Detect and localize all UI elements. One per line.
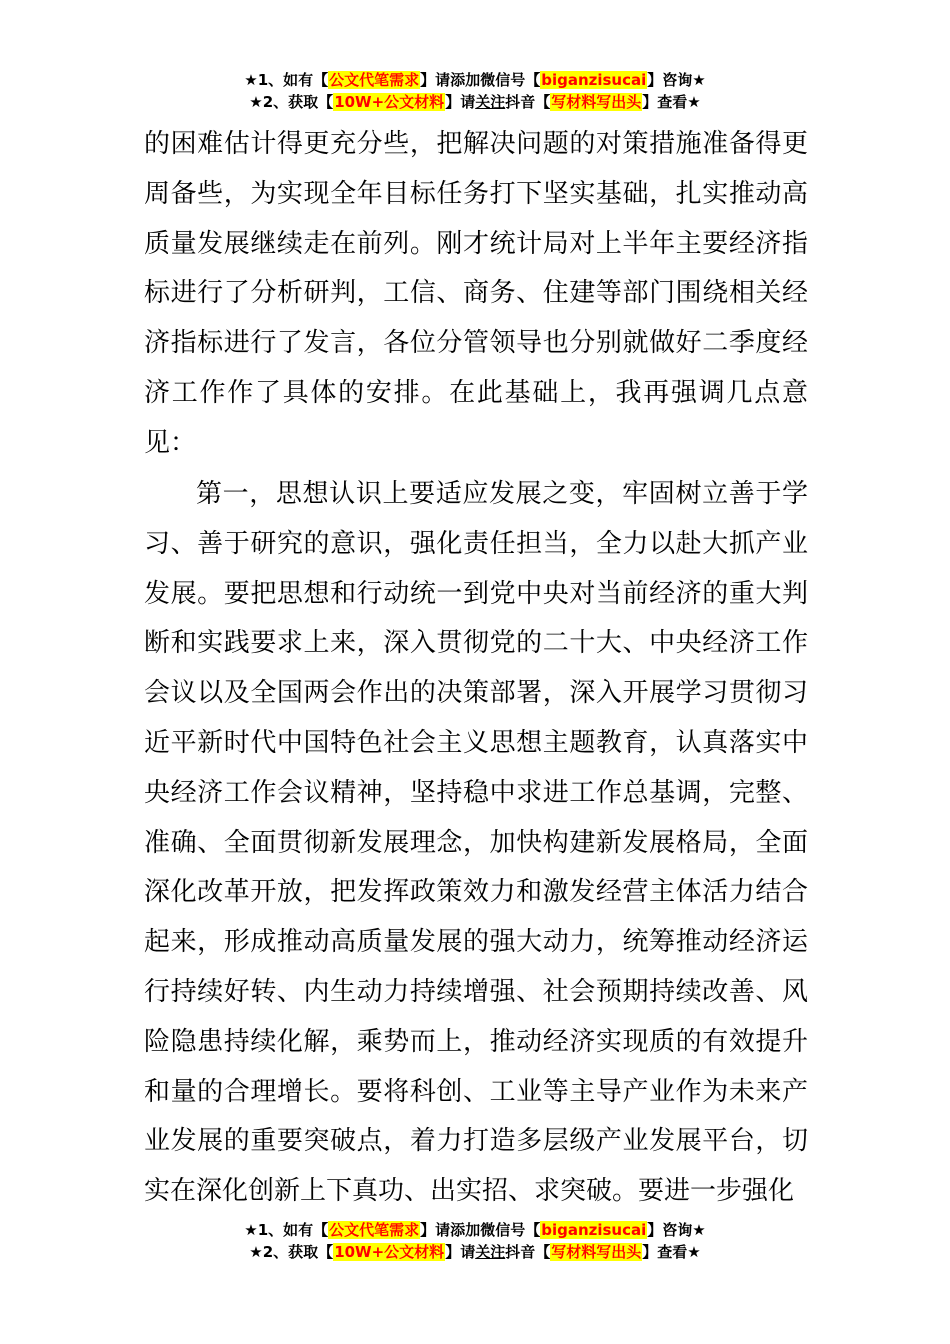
banner-line-1 (0, 69, 950, 91)
banner-line-1 (0, 1219, 950, 1241)
banner-text: 】请 (445, 93, 476, 111)
highlight-materials: 10W+公文材料 (334, 93, 445, 111)
header-banner (0, 69, 950, 113)
highlight-wechat-id: biganzisucai (541, 1221, 647, 1239)
banner-text: ★1、如有【 (244, 71, 329, 89)
body-paragraph-2: 第一，思想认识上要适应发展之变，牢固树立善于学习、善于研究的意识，强化责任担当，全力以赴大抓产业发展。要把思想和行动统一到党中央对当前经济的重大判断和实践要求上来，深入贯彻党的二十大、中央经济工作会议以及全国两会作出的决策部署，深入开展学习贯彻习近平新时代中国特色社会主义思想主题教育，认真落实中央经济工作会议精神，坚持稳中求进工作总基调，完整、准确、全面贯彻新发展理念，加快构建新发展格局，全面深化改革开放，把发挥政策效力和激发经营主体活力结合起来，形成推动高质量发展的强大动力，统筹推动经济运行持续好转、内生动力持续增强、社会预期持续改善、风险隐患持续化解，乘势而上，推动经济实现质的有效提升和量的合理增长。要将科创、工业等主导产业作为未来产业发展的重要突破点，着力打造多层级产业发展平台，切实在深化创新上下真功、出实招、求突破。要进一步强化 (144, 479, 808, 1207)
highlight-service: 公文代笔需求 (329, 1221, 420, 1239)
highlight-wechat-id: biganzisucai (541, 71, 647, 89)
banner-line-2 (0, 91, 950, 113)
banner-text: 】咨询★ (647, 71, 706, 89)
banner-text: 】查看★ (642, 93, 701, 111)
banner-text: 关注 (475, 93, 506, 111)
banner-text: 关注 (475, 1243, 506, 1261)
banner-text: 微信号【 (480, 1221, 541, 1239)
banner-text: 加 (465, 71, 481, 89)
highlight-douyin: 写材料写出头 (551, 93, 642, 111)
highlight-materials: 10W+公文材料 (334, 1243, 445, 1261)
highlight-service: 公文代笔需求 (329, 71, 420, 89)
banner-text: ★1、如有【 (244, 1221, 329, 1239)
banner-text: 】咨询★ (647, 1221, 706, 1239)
banner-text: 微信号【 (480, 71, 541, 89)
banner-text: 抖音【 (505, 93, 551, 111)
banner-text: 抖音【 (505, 1243, 551, 1261)
footer-banner (0, 1219, 950, 1263)
banner-text: ★2、获取【 (249, 1243, 334, 1261)
highlight-douyin: 写材料写出头 (551, 1243, 642, 1261)
banner-text: 】请 (445, 1243, 476, 1261)
body-paragraph-1: 的困难估计得更充分些，把解决问题的对策措施准备得更周备些，为实现全年目标任务打下坚实基础，扎实推动高质量发展继续走在前列。刚才统计局对上半年主要经济指标进行了分析研判，工信、商务、住建等部门围绕相关经济指标进行了发言，各位分管领导也分别就做好二季度经济工作作了具体的安排。在此基础上，我再强调几点意见： (144, 129, 808, 458)
banner-text: 】请添 (420, 1221, 466, 1239)
banner-text: 】查看★ (642, 1243, 701, 1261)
banner-line-2 (0, 1241, 950, 1263)
banner-text: ★2、获取【 (249, 93, 334, 111)
banner-text: 加 (465, 1221, 481, 1239)
banner-text: 】请添 (420, 71, 466, 89)
